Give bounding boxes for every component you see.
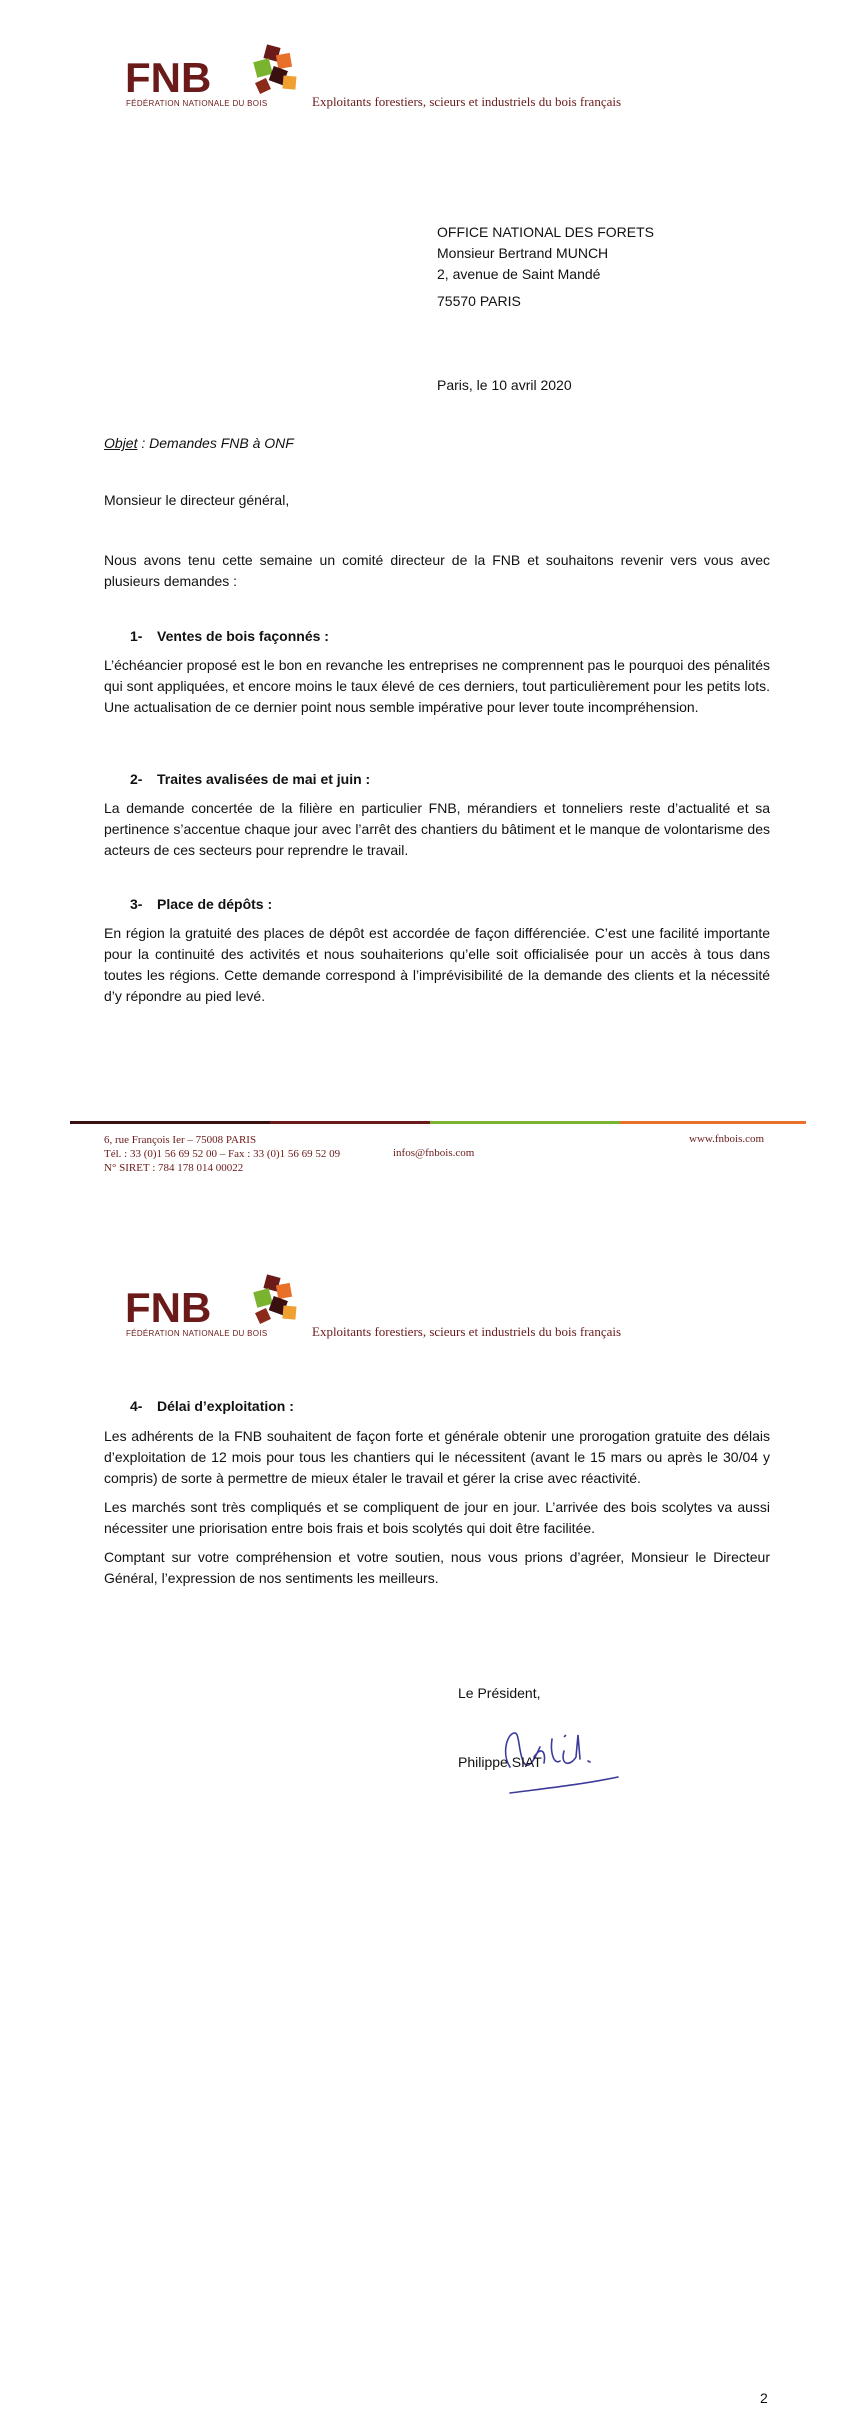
section-number: 2- — [130, 771, 143, 787]
footer-website-link[interactable]: www.fnbois.com — [689, 1133, 765, 1145]
section-number: 1- — [130, 628, 143, 644]
closing-paragraph: Comptant sur votre compréhension et votre soutien, nous vous prions d’agréer, Monsieur le Directeur Général, l’expression de nos sentiments les meilleurs. — [104, 1549, 770, 1586]
fnb-logo-graphic — [125, 1270, 300, 1350]
section-2-paragraph: La demande concertée de la filière en particulier FNB, mérandiers et tonneliers reste d’actualité et sa pertinence s’accentue chaque jour avec l’arrêt des chantiers du bâtiment et le manque de volontarisme des acteurs de ces secteurs pour reprendre le travail. — [104, 800, 770, 858]
section-1-paragraph: L’échéancier proposé est le bon en revanche les entreprises ne comprennent pas le pourquoi des pénalités qui sont appliquées, et encore moins le taux élevé de ces derniers, tout particulièrement pour les petits lots. Une actualisation de ce dernier point nous semble impérative pour lever toute incompréhension. — [104, 657, 770, 715]
logo-fnb-text: FNB — [125, 54, 212, 101]
fnb-logo — [125, 40, 300, 120]
section-title: Délai d’exploitation : — [157, 1398, 294, 1414]
salutation: Monsieur le directeur général, — [104, 492, 290, 508]
section-heading-1 — [130, 628, 329, 644]
signatory-name: Philippe SIAT — [458, 1754, 542, 1770]
fnb-logo — [125, 1270, 300, 1350]
footer-siret: N° SIRET : 784 178 014 00022 — [104, 1162, 244, 1174]
signature-title: Le Président, — [458, 1685, 541, 1701]
recipient-address — [437, 222, 654, 312]
section-number: 4- — [130, 1398, 143, 1414]
recipient-line3: 2, avenue de Saint Mandé — [437, 266, 601, 282]
section-heading-2 — [130, 771, 370, 787]
section-4-paragraph-1: Les adhérents de la FNB souhaitent de façon forte et générale obtenir une prorogation gratuite des délais d’exploitation de 12 mois pour tous les chantiers qui le nécessitent (avant le 15 mars ou après le 30/04 y compris) de sorte à permettre de mieux étaler le travail et gérer la crise avec réactivité. — [104, 1428, 770, 1486]
section-title: Place de dépôts : — [157, 896, 273, 912]
logo-subtext: FÉDÉRATION NATIONALE DU BOIS — [126, 1329, 268, 1338]
section-title: Traites avalisées de mai et juin : — [157, 771, 371, 787]
subject-line — [104, 435, 294, 451]
footer-address: 6, rue François Ier – 75008 PARIS — [104, 1134, 257, 1146]
page-number: 2 — [760, 2390, 768, 2406]
recipient-line2: Monsieur Bertrand MUNCH — [437, 245, 609, 261]
section-3-paragraph: En région la gratuité des places de dépôt est accordée de façon différenciée. C’est une facilité importante pour la continuité des activités et nous souhaiterions qu’elle soit officialisée pour un accès à tous dans toutes les régions. Cette demande correspond à l’imprévisibilité de la demande des clients et la nécessité d’y répondre au pied levé. — [104, 925, 770, 1004]
header-tagline: Exploitants forestiers, scieurs et industriels du bois français — [312, 94, 622, 109]
section-number: 3- — [130, 896, 143, 912]
section-4-paragraph-2: Les marchés sont très compliqués et se compliquent de jour en jour. L’arrivée des bois scolytes va aussi nécessiter une priorisation entre bois frais et bois scolytés qui doit être facilitée. — [104, 1499, 770, 1536]
recipient-line4: 75570 PARIS — [437, 293, 521, 309]
section-heading-4 — [130, 1398, 294, 1414]
section-heading-3 — [130, 896, 272, 912]
logo-subtext: FÉDÉRATION NATIONALE DU BOIS — [126, 99, 268, 108]
logo-fnb-text: FNB — [125, 1284, 212, 1331]
footer-email-link[interactable]: infos@fnbois.com — [393, 1147, 475, 1159]
handwritten-signature — [500, 1695, 630, 1805]
footer-color-bar — [70, 1121, 806, 1124]
intro-paragraph: Nous avons tenu cette semaine un comité directeur de la FNB et souhaitons revenir vers vous avec plusieurs demandes : — [104, 552, 770, 589]
subject-label: Objet — [104, 435, 138, 451]
section-title: Ventes de bois façonnés : — [157, 628, 329, 644]
footer-phone: Tél. : 33 (0)1 56 69 52 00 – Fax : 33 (0)1 56 69 52 09 — [104, 1148, 341, 1160]
letter-date: Paris, le 10 avril 2020 — [437, 377, 572, 393]
header-tagline: Exploitants forestiers, scieurs et industriels du bois français — [312, 1324, 622, 1339]
footer-contact — [104, 1133, 340, 1175]
letter-page-2 — [0, 1230, 860, 2433]
recipient-line1: OFFICE NATIONAL DES FORETS — [437, 224, 655, 240]
fnb-logo-graphic — [125, 40, 300, 120]
subject-text: : Demandes FNB à ONF — [137, 435, 294, 451]
